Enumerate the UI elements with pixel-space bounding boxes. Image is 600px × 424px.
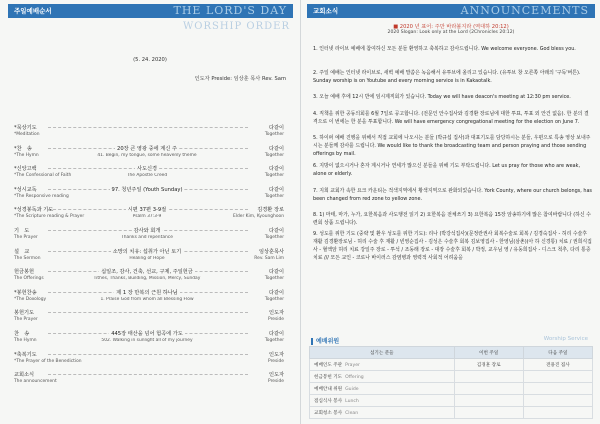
- item-detail-english: 41. Begin, my tongue, some heavenly theme: [97, 152, 197, 158]
- slogan-korean: ■ 2020 년 표어: 주만 바라볼지라 (역대하 20:12): [393, 24, 509, 30]
- item-detail-text: 사도신경: [136, 166, 158, 173]
- item-detail: [54, 206, 240, 213]
- item-leader-english: Together: [264, 296, 284, 302]
- role-cell: [310, 395, 455, 407]
- item-name-english: The Hymn: [14, 338, 37, 343]
- table-body: [310, 359, 593, 419]
- order-item: [14, 227, 284, 243]
- banner-title: THE LORD'S DAY: [173, 4, 287, 17]
- this-week-cell: [454, 395, 523, 407]
- item-detail: [54, 145, 240, 152]
- preside-line: 인도자 Preside: 임상훈 목사 Rev. Sam: [194, 76, 286, 82]
- item-detail-english: Thanks and repentance: [121, 235, 173, 240]
- item-leader-english: Rev. Sam Lim: [254, 255, 284, 261]
- order-item: [14, 351, 284, 367]
- table-row: [310, 371, 593, 383]
- role-english: Guide: [345, 386, 359, 392]
- item-name-english: The announcement: [14, 379, 57, 385]
- worship-committee-table: [309, 346, 593, 419]
- item-detail-text: 소망의 치유: 섭취가 아닌 토기: [112, 248, 182, 255]
- role-english: Lunch: [345, 398, 359, 404]
- item-name: *성시교독: [14, 186, 37, 193]
- item-name-english: The Sermon: [14, 255, 41, 261]
- item-name: *축복기도: [14, 351, 37, 358]
- role-korean: 예배안내 위원: [314, 386, 343, 392]
- announcement-item: 2. 주일 예배는 인터넷 라이브로, 새벽 예배 말씀은 녹음해서 유투브에 올리고 있습니다. (유투브 창 오른쪽 아래의 '구독'버튼). Sunday worship is on Youtube and every morning service is in Kakaotalk.: [313, 70, 581, 84]
- next-week-cell: [523, 383, 592, 395]
- item-leader-english: Together: [264, 235, 284, 240]
- order-item: [14, 268, 284, 284]
- column-header: 이번 주일: [454, 347, 523, 359]
- item-leader-english: Together: [264, 193, 284, 199]
- item-name-english: *The Hymn: [14, 152, 39, 158]
- table-row: [310, 395, 593, 407]
- banner-title: ANNOUNCEMENTS: [460, 4, 589, 17]
- role-cell: [310, 371, 455, 383]
- item-name: *신앙고백: [14, 166, 37, 173]
- role-english: Offering: [345, 374, 364, 380]
- order-item: [14, 186, 284, 202]
- item-detail-text: 십일조, 감사, 건축, 선교, 구제, 주일헌금: [101, 269, 193, 276]
- item-detail-text: 97. 청년주일 (Youth Sunday): [111, 186, 183, 193]
- role-korean: 교회청소 봉사: [314, 410, 343, 416]
- order-item: [14, 145, 284, 161]
- item-detail: [54, 248, 240, 255]
- item-detail-text: 445장 태산을 넘어 험곡에 가도: [111, 331, 183, 337]
- item-detail-text: 시편 37편 3-9절: [127, 207, 167, 214]
- item-leader-english: Elder Kim, Kyounghoon: [233, 214, 284, 220]
- this-week-cell: [454, 371, 523, 383]
- role-korean: 예배인도 주관: [314, 362, 343, 368]
- item-leader: 다같이: [268, 331, 284, 337]
- item-name: *성경봉독과 기도: [14, 207, 54, 214]
- order-item: [14, 371, 284, 387]
- announcement-item: 9. 성도를 위한 기도 (중략 및 환우 성도를 위한 기도): 리나 (박강석집사)(문정란권사 회복수술로 회복 / 김경숙집사 - 허리 수술후 재활 김경환장로님 - 허리 수술 후 재활 / 빈영순집사 - 김성은 수술후 회복 김보영집사 - 한영님(삼촌)(아 하 신경통) 치료 / 권희식집사 - 혈액암 허리 치료 강일주 장로 - 투석 / 조동래 장로 - 대장 수술후 회복 / 박정, 교우님 영 / 유동희집사 - 디스크 척추, 다리 통증 치료 /// 모든 교인 - 코로나 바이러스 감염병과 영력적 사회적 어려움을: [313, 231, 592, 261]
- next-week-cell: 전용진 집사: [523, 359, 592, 371]
- announcement-item: 1. 인터넷 라이브 예배에 참여하신 모든 분들 환영하고 축복하고 감사드립니다. We welcome everyone. God bless you.: [313, 46, 576, 52]
- role-english: Clean: [345, 410, 359, 416]
- announcements-page: [300, 0, 600, 424]
- item-leader-english: Together: [264, 338, 284, 343]
- item-detail: [54, 227, 240, 234]
- order-item: [14, 248, 284, 264]
- leader-dots: [48, 312, 248, 313]
- order-item: [14, 330, 284, 346]
- announcement-item: 3. 오늘 예배 후에 12시 반에 임시제직회가 있습니다. Today we will have deacon's meeting at 12:30 pm service.: [313, 94, 571, 100]
- item-name: *봉헌찬송: [14, 289, 37, 296]
- item-leader: 인도자: [268, 372, 284, 379]
- section-tag: 교회소식: [313, 7, 339, 15]
- header-band: [8, 4, 293, 18]
- item-detail: [54, 165, 240, 172]
- service-date: (5. 24. 2020): [133, 57, 167, 63]
- item-leader-english: Together: [264, 276, 284, 282]
- item-name: *묵상기도: [14, 125, 37, 131]
- item-leader: 인도자: [268, 351, 284, 358]
- table-row: [310, 407, 593, 419]
- leader-dots: [48, 374, 248, 375]
- item-detail-text: 제 1 장 만복의 근원 하나님: [116, 289, 178, 296]
- item-name-english: *The Responsive reading: [14, 193, 69, 199]
- item-name-english: *The Prayer of the Benediction: [14, 358, 82, 364]
- item-name: *찬 송: [14, 145, 32, 152]
- slogan-english: 2020 Slogan: Look only at the Lord (2Chronicles 20:12): [387, 30, 515, 35]
- order-item: [14, 206, 284, 222]
- item-leader: 다같이: [268, 166, 284, 173]
- next-week-cell: [523, 407, 592, 419]
- next-week-cell: [523, 371, 592, 383]
- item-leader: 임상훈목사: [258, 248, 284, 255]
- item-name-english: *The Confessional of Faith: [14, 173, 72, 179]
- role-korean: 헌금봉헌 기도: [314, 374, 343, 380]
- item-leader: 다같이: [268, 145, 284, 152]
- header-band: [307, 4, 595, 18]
- role-korean: 점심식사 봉사: [314, 398, 343, 404]
- item-detail-english: The Apostle Creed: [126, 173, 168, 179]
- announcement-item: 6. 지방이 없으시거나 혼자 계시거나 연세가 많으신 분들을 위해 기도 부탁드립니다. Let us pray for those who are weak, alone or elderly.: [313, 163, 581, 177]
- item-leader: 다같이: [268, 289, 284, 296]
- announcement-item: 4. 직책을 위한 공동의회를 6월 7일로 공고합니다. (전문인 안수집사와 김경환 장로님에 대한 투표, 투표 외 안건 없음). 한 분의 결격으로 이 번에는 한 분을 투표합니다. We will have emergency congregational meeting for the election on June 7.: [313, 111, 589, 125]
- item-leader: 다같이: [268, 228, 284, 234]
- this-week-cell: [454, 383, 523, 395]
- item-name: 찬 송: [14, 331, 30, 337]
- subtitle: WORSHIP ORDER: [182, 21, 290, 32]
- item-name: 헌금봉헌: [14, 269, 35, 276]
- order-item: [14, 289, 284, 305]
- item-detail-english: Healing of Hope: [129, 255, 165, 261]
- item-detail-english: Tithes, Thanks, Building, Mission, Mercy, Sunday: [93, 276, 201, 282]
- item-detail: [54, 186, 240, 193]
- column-header: 섬기는 분들: [310, 347, 455, 359]
- item-name-english: *Meditation: [14, 132, 40, 137]
- item-leader-english: Preside: [268, 317, 284, 323]
- item-leader: 김경환 장로: [257, 207, 284, 214]
- next-week-cell: [523, 395, 592, 407]
- item-leader: 다같이: [268, 186, 284, 193]
- item-leader-english: Together: [264, 132, 284, 137]
- table-title: [311, 336, 339, 345]
- item-detail: [54, 289, 240, 296]
- item-name-english: *The Scripture reading & Prayer: [14, 214, 85, 220]
- item-detail: [54, 330, 240, 337]
- item-leader: 다같이: [268, 269, 284, 276]
- table-title-text: 예배위원: [316, 338, 340, 345]
- announcement-item: 8. 1) 마태, 마가, 누가, 요한복음과 사도행전 읽기 2) 요한복음 전체쓰기 3) 요한복음 15장 암송하기에 많은 참여바랍니다 (하신 수련회 상품 드립니다).: [313, 212, 591, 226]
- this-week-cell: 김경훈 장로: [454, 359, 523, 371]
- item-leader-english: Together: [264, 173, 284, 179]
- table-row: [310, 383, 593, 395]
- announcement-item: 7. 지희 교회가 속한 요크 카운티는 적색지역에서 황색지역으로 완화되었습니다. York County, where our church belongs, has been changed from red zone to yellow zone.: [313, 188, 592, 202]
- announcement-item: 5. 하이퍼 예배 진행을 위해서 직접 교회에 나오시는 분들 (박규섭 집사)과 대표기도를 담당하시는 분들, 우편으로 특송 영상 보내주시는 분들께 감사를 드립니다. We would like to thank the broadcasting team and person praying and those sending offerings by mail.: [313, 135, 591, 157]
- order-item: [14, 124, 284, 140]
- leader-dots: [48, 127, 248, 128]
- table-row: [310, 359, 593, 371]
- section-bar: [311, 338, 313, 345]
- item-leader: 다같이: [268, 125, 284, 131]
- role-english: Prayer: [345, 362, 360, 368]
- item-detail-english: Psalm 37:3-9: [132, 214, 162, 220]
- role-cell: [310, 407, 455, 419]
- item-detail-text: 감사와 회개: [133, 228, 161, 234]
- order-item: [14, 309, 284, 325]
- item-leader-english: Preside: [268, 379, 284, 385]
- item-name: 봉헌기도: [14, 310, 35, 317]
- item-name-english: The Prayer: [14, 317, 38, 323]
- item-name-english: The Prayer: [14, 235, 38, 240]
- item-leader: 인도자: [268, 310, 284, 317]
- table-subtitle: Worship Service: [543, 336, 588, 342]
- item-detail-text: 20장 큰 영광 중에 계신 주: [117, 145, 177, 152]
- item-name: 설 교: [14, 248, 30, 255]
- column-header: 다음 주일: [523, 347, 592, 359]
- role-cell: [310, 383, 455, 395]
- table-header-row: [310, 347, 593, 359]
- item-name-english: *The Doxology: [14, 296, 47, 302]
- item-name-english: The Offerings: [14, 276, 44, 282]
- item-leader-english: Preside: [268, 358, 284, 364]
- order-item: [14, 165, 284, 181]
- item-detail-english: 1. Praise God from whom all Blessing Flow: [100, 296, 194, 302]
- item-detail-english: 502. Walking in sunlight all of my journey: [101, 338, 193, 343]
- item-name: 기 도: [14, 228, 30, 234]
- leader-dots: [48, 354, 248, 355]
- role-cell: [310, 359, 455, 371]
- item-detail: [54, 268, 240, 275]
- this-week-cell: [454, 407, 523, 419]
- section-tag: 주일예배순서: [14, 7, 52, 15]
- item-leader-english: Together: [264, 152, 284, 158]
- item-name: 교회소식: [14, 372, 35, 379]
